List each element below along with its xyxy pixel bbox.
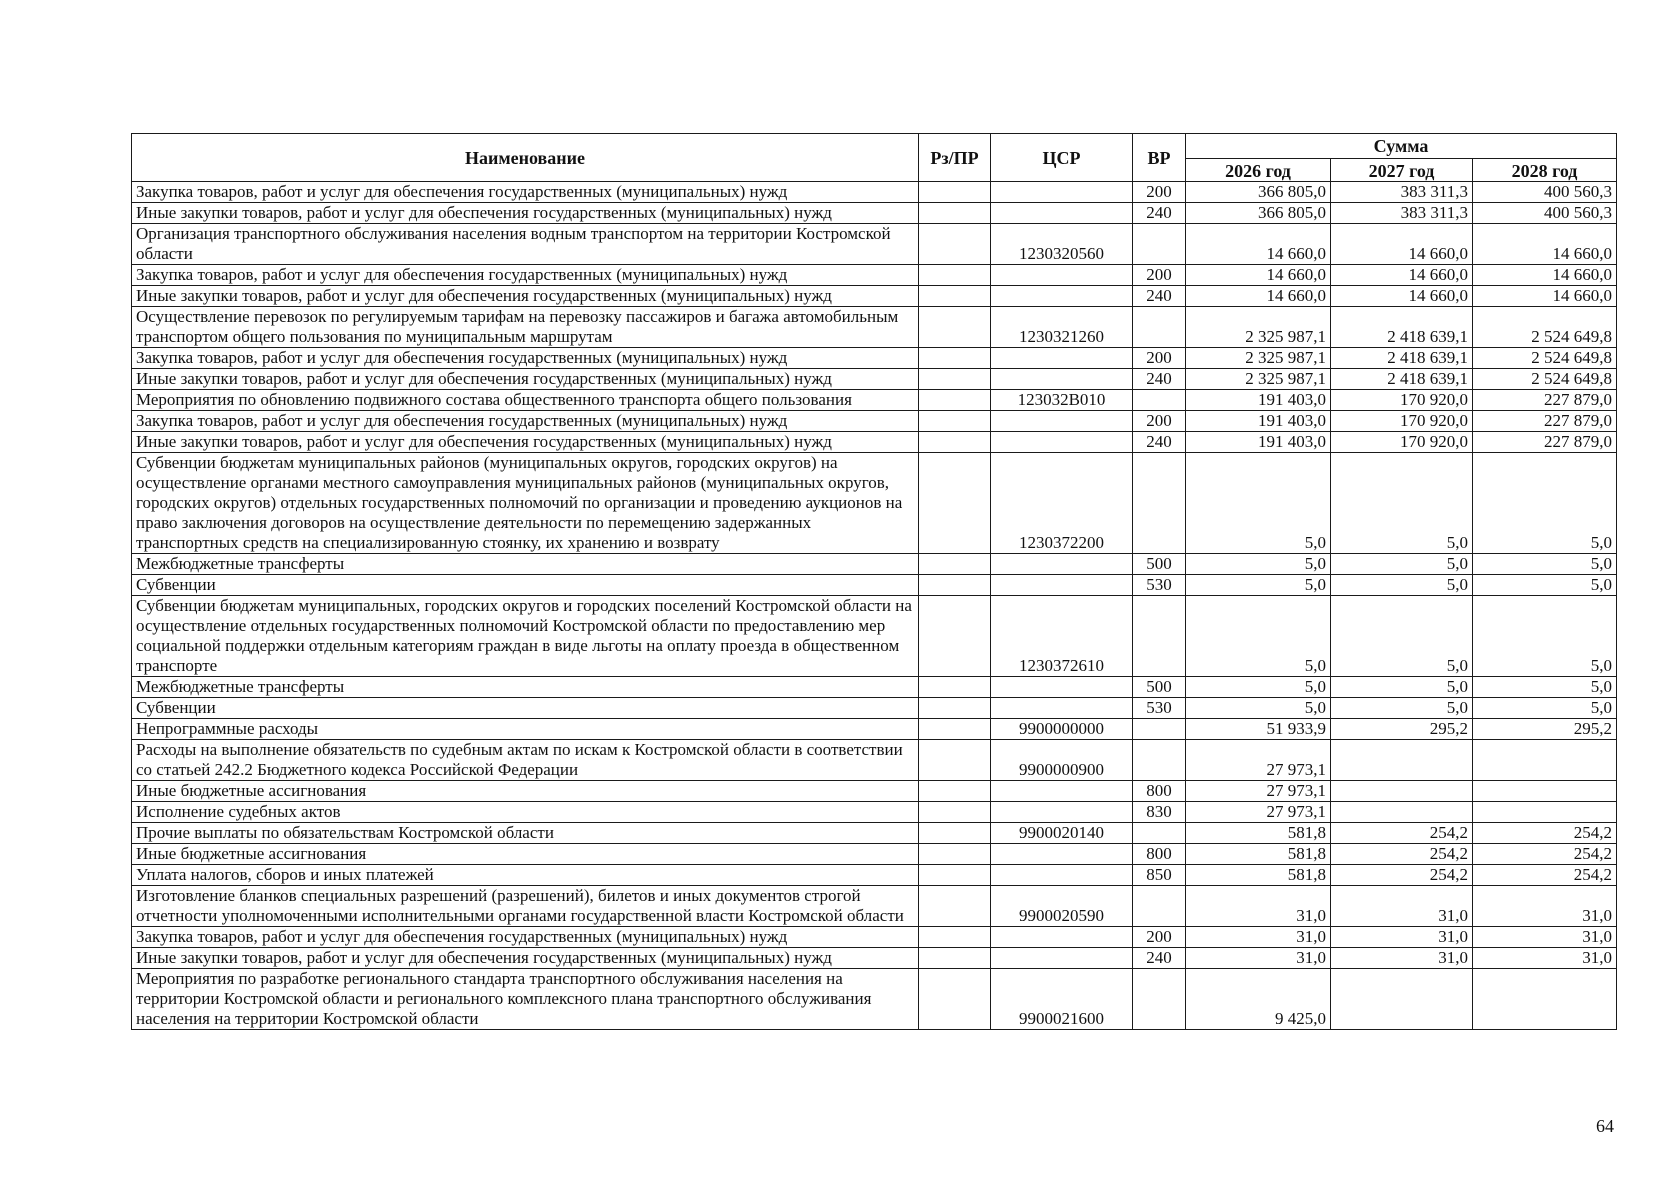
cell-csr bbox=[991, 802, 1133, 823]
cell-2026: 5,0 bbox=[1186, 453, 1331, 554]
cell-2026: 2 325 987,1 bbox=[1186, 307, 1331, 348]
cell-vr: 240 bbox=[1133, 369, 1186, 390]
cell-rzpr bbox=[919, 307, 991, 348]
cell-2028 bbox=[1473, 740, 1617, 781]
table-row bbox=[132, 307, 1617, 348]
table-body bbox=[132, 182, 1617, 1030]
cell-2028: 254,2 bbox=[1473, 823, 1617, 844]
cell-name: Иные закупки товаров, работ и услуг для обеспечения государственных (муниципальных) нужд bbox=[132, 369, 919, 390]
cell-2028: 14 660,0 bbox=[1473, 286, 1617, 307]
cell-2028: 254,2 bbox=[1473, 865, 1617, 886]
cell-csr bbox=[991, 203, 1133, 224]
cell-vr bbox=[1133, 390, 1186, 411]
cell-2027: 5,0 bbox=[1331, 596, 1473, 677]
cell-vr bbox=[1133, 719, 1186, 740]
cell-2028: 5,0 bbox=[1473, 677, 1617, 698]
table-row bbox=[132, 265, 1617, 286]
cell-2027: 170 920,0 bbox=[1331, 432, 1473, 453]
cell-2028: 2 524 649,8 bbox=[1473, 369, 1617, 390]
cell-vr: 200 bbox=[1133, 348, 1186, 369]
table-row bbox=[132, 411, 1617, 432]
cell-2026: 51 933,9 bbox=[1186, 719, 1331, 740]
cell-2028: 254,2 bbox=[1473, 844, 1617, 865]
cell-csr: 1230320560 bbox=[991, 224, 1133, 265]
cell-csr: 9900020590 bbox=[991, 886, 1133, 927]
cell-2027 bbox=[1331, 969, 1473, 1030]
cell-rzpr bbox=[919, 432, 991, 453]
cell-name: Иные закупки товаров, работ и услуг для обеспечения государственных (муниципальных) нужд bbox=[132, 948, 919, 969]
cell-rzpr bbox=[919, 182, 991, 203]
cell-name: Закупка товаров, работ и услуг для обеспечения государственных (муниципальных) нужд bbox=[132, 182, 919, 203]
cell-2026: 191 403,0 bbox=[1186, 411, 1331, 432]
cell-2026: 31,0 bbox=[1186, 927, 1331, 948]
cell-2027: 31,0 bbox=[1331, 927, 1473, 948]
cell-vr bbox=[1133, 224, 1186, 265]
cell-2026: 5,0 bbox=[1186, 596, 1331, 677]
table-row bbox=[132, 369, 1617, 390]
cell-name: Субвенции бюджетам муниципальных, городских округов и городских поселений Костромской области на осуществление отдельных государственных полномочий Костромской области по предоставлению мер социальной поддержки отдельным категориям граждан в виде льготы на оплату проезда в общественном транспорте bbox=[132, 596, 919, 677]
cell-rzpr bbox=[919, 411, 991, 432]
cell-2026: 14 660,0 bbox=[1186, 224, 1331, 265]
cell-csr bbox=[991, 411, 1133, 432]
cell-name: Осуществление перевозок по регулируемым тарифам на перевозку пассажиров и багажа автомобильным транспортом общего пользования по муниципальным маршрутам bbox=[132, 307, 919, 348]
cell-name: Иные закупки товаров, работ и услуг для обеспечения государственных (муниципальных) нужд bbox=[132, 286, 919, 307]
cell-2028 bbox=[1473, 969, 1617, 1030]
cell-vr bbox=[1133, 823, 1186, 844]
header-rzpr: Рз/ПР bbox=[919, 134, 991, 182]
cell-2026: 2 325 987,1 bbox=[1186, 369, 1331, 390]
cell-vr bbox=[1133, 596, 1186, 677]
header-year-2026: 2026 год bbox=[1186, 159, 1331, 182]
cell-vr: 200 bbox=[1133, 265, 1186, 286]
cell-rzpr bbox=[919, 575, 991, 596]
cell-name: Иные бюджетные ассигнования bbox=[132, 781, 919, 802]
cell-csr bbox=[991, 865, 1133, 886]
table-row bbox=[132, 886, 1617, 927]
table-row bbox=[132, 844, 1617, 865]
cell-2026: 366 805,0 bbox=[1186, 182, 1331, 203]
cell-2027: 14 660,0 bbox=[1331, 265, 1473, 286]
cell-2028: 295,2 bbox=[1473, 719, 1617, 740]
cell-2027: 2 418 639,1 bbox=[1331, 369, 1473, 390]
cell-2028: 14 660,0 bbox=[1473, 224, 1617, 265]
cell-name: Иные бюджетные ассигнования bbox=[132, 844, 919, 865]
cell-2028: 31,0 bbox=[1473, 886, 1617, 927]
cell-2027: 5,0 bbox=[1331, 677, 1473, 698]
table-row bbox=[132, 596, 1617, 677]
cell-rzpr bbox=[919, 224, 991, 265]
cell-csr: 123032B010 bbox=[991, 390, 1133, 411]
cell-csr bbox=[991, 432, 1133, 453]
cell-rzpr bbox=[919, 596, 991, 677]
header-csr: ЦСР bbox=[991, 134, 1133, 182]
cell-name: Субвенции bbox=[132, 575, 919, 596]
cell-name: Закупка товаров, работ и услуг для обеспечения государственных (муниципальных) нужд bbox=[132, 411, 919, 432]
cell-rzpr bbox=[919, 554, 991, 575]
cell-2027: 14 660,0 bbox=[1331, 224, 1473, 265]
cell-csr bbox=[991, 286, 1133, 307]
header-name: Наименование bbox=[132, 134, 919, 182]
cell-2027: 2 418 639,1 bbox=[1331, 348, 1473, 369]
cell-rzpr bbox=[919, 390, 991, 411]
cell-name: Мероприятия по обновлению подвижного состава общественного транспорта общего пользования bbox=[132, 390, 919, 411]
cell-vr bbox=[1133, 886, 1186, 927]
cell-2026: 31,0 bbox=[1186, 886, 1331, 927]
cell-2028 bbox=[1473, 802, 1617, 823]
cell-2028: 400 560,3 bbox=[1473, 203, 1617, 224]
cell-2028: 31,0 bbox=[1473, 927, 1617, 948]
cell-name: Межбюджетные трансферты bbox=[132, 677, 919, 698]
cell-name: Закупка товаров, работ и услуг для обеспечения государственных (муниципальных) нужд bbox=[132, 348, 919, 369]
cell-2026: 14 660,0 bbox=[1186, 286, 1331, 307]
cell-name: Иные закупки товаров, работ и услуг для обеспечения государственных (муниципальных) нужд bbox=[132, 203, 919, 224]
table-row bbox=[132, 865, 1617, 886]
cell-name: Межбюджетные трансферты bbox=[132, 554, 919, 575]
cell-2027: 383 311,3 bbox=[1331, 182, 1473, 203]
cell-csr: 9900020140 bbox=[991, 823, 1133, 844]
cell-csr bbox=[991, 265, 1133, 286]
cell-2028: 5,0 bbox=[1473, 596, 1617, 677]
cell-csr bbox=[991, 927, 1133, 948]
table-row bbox=[132, 740, 1617, 781]
cell-2027: 170 920,0 bbox=[1331, 390, 1473, 411]
cell-csr bbox=[991, 948, 1133, 969]
cell-2027: 5,0 bbox=[1331, 698, 1473, 719]
cell-csr: 1230372610 bbox=[991, 596, 1133, 677]
table-row bbox=[132, 719, 1617, 740]
cell-csr bbox=[991, 781, 1133, 802]
cell-rzpr bbox=[919, 203, 991, 224]
cell-name: Субвенции бюджетам муниципальных районов (муниципальных округов, городских округов) на осуществление органами местного самоуправления муниципальных районов (муниципальных округов, городских округов) отдельных государственных полномочий по организации и проведению аукционов на право заключения договоров на осуществление деятельности по перемещению задержанных транспортных средств на специализированную стоянку, их хранению и возврату bbox=[132, 453, 919, 554]
cell-2028: 2 524 649,8 bbox=[1473, 348, 1617, 369]
cell-2027: 254,2 bbox=[1331, 844, 1473, 865]
cell-2028: 5,0 bbox=[1473, 453, 1617, 554]
cell-csr: 9900021600 bbox=[991, 969, 1133, 1030]
header-vr: ВР bbox=[1133, 134, 1186, 182]
cell-vr: 240 bbox=[1133, 948, 1186, 969]
cell-2028 bbox=[1473, 781, 1617, 802]
cell-2027: 31,0 bbox=[1331, 948, 1473, 969]
cell-2028: 227 879,0 bbox=[1473, 432, 1617, 453]
cell-2027: 14 660,0 bbox=[1331, 286, 1473, 307]
cell-csr bbox=[991, 554, 1133, 575]
cell-name: Расходы на выполнение обязательств по судебным актам по искам к Костромской области в соответствии со статьей 242.2 Бюджетного кодекса Российской Федерации bbox=[132, 740, 919, 781]
table-row bbox=[132, 224, 1617, 265]
cell-csr bbox=[991, 698, 1133, 719]
cell-vr: 500 bbox=[1133, 677, 1186, 698]
cell-name: Уплата налогов, сборов и иных платежей bbox=[132, 865, 919, 886]
cell-2026: 27 973,1 bbox=[1186, 740, 1331, 781]
cell-rzpr bbox=[919, 453, 991, 554]
cell-rzpr bbox=[919, 865, 991, 886]
cell-2028: 31,0 bbox=[1473, 948, 1617, 969]
cell-vr: 530 bbox=[1133, 698, 1186, 719]
table-row bbox=[132, 453, 1617, 554]
cell-rzpr bbox=[919, 265, 991, 286]
cell-rzpr bbox=[919, 369, 991, 390]
cell-vr: 850 bbox=[1133, 865, 1186, 886]
table-row bbox=[132, 698, 1617, 719]
cell-csr: 1230321260 bbox=[991, 307, 1133, 348]
cell-vr: 240 bbox=[1133, 203, 1186, 224]
cell-vr: 830 bbox=[1133, 802, 1186, 823]
cell-2026: 9 425,0 bbox=[1186, 969, 1331, 1030]
cell-vr: 800 bbox=[1133, 844, 1186, 865]
cell-vr bbox=[1133, 740, 1186, 781]
cell-2027: 295,2 bbox=[1331, 719, 1473, 740]
cell-name: Мероприятия по разработке регионального стандарта транспортного обслуживания населения на территории Костромской области и регионального комплексного плана транспортного обслуживания населения на территории Костромской области bbox=[132, 969, 919, 1030]
cell-2026: 14 660,0 bbox=[1186, 265, 1331, 286]
budget-table bbox=[131, 133, 1617, 1030]
cell-rzpr bbox=[919, 969, 991, 1030]
cell-2026: 27 973,1 bbox=[1186, 802, 1331, 823]
cell-2027: 2 418 639,1 bbox=[1331, 307, 1473, 348]
cell-rzpr bbox=[919, 844, 991, 865]
cell-2028: 400 560,3 bbox=[1473, 182, 1617, 203]
cell-2027: 254,2 bbox=[1331, 865, 1473, 886]
cell-vr: 200 bbox=[1133, 182, 1186, 203]
cell-2026: 366 805,0 bbox=[1186, 203, 1331, 224]
cell-name: Прочие выплаты по обязательствам Костромской области bbox=[132, 823, 919, 844]
cell-rzpr bbox=[919, 698, 991, 719]
cell-vr: 240 bbox=[1133, 432, 1186, 453]
table-row bbox=[132, 969, 1617, 1030]
cell-rzpr bbox=[919, 948, 991, 969]
cell-rzpr bbox=[919, 802, 991, 823]
cell-2028: 227 879,0 bbox=[1473, 390, 1617, 411]
header-year-2028: 2028 год bbox=[1473, 159, 1617, 182]
cell-csr: 9900000900 bbox=[991, 740, 1133, 781]
table-row bbox=[132, 927, 1617, 948]
cell-2026: 27 973,1 bbox=[1186, 781, 1331, 802]
cell-rzpr bbox=[919, 677, 991, 698]
cell-name: Непрограммные расходы bbox=[132, 719, 919, 740]
cell-name: Субвенции bbox=[132, 698, 919, 719]
cell-2027: 5,0 bbox=[1331, 575, 1473, 596]
table-row bbox=[132, 802, 1617, 823]
cell-name: Иные закупки товаров, работ и услуг для обеспечения государственных (муниципальных) нужд bbox=[132, 432, 919, 453]
table-row bbox=[132, 286, 1617, 307]
table-row bbox=[132, 432, 1617, 453]
cell-csr bbox=[991, 182, 1133, 203]
cell-vr: 200 bbox=[1133, 411, 1186, 432]
cell-vr bbox=[1133, 969, 1186, 1030]
table-row bbox=[132, 390, 1617, 411]
cell-2026: 191 403,0 bbox=[1186, 432, 1331, 453]
cell-rzpr bbox=[919, 927, 991, 948]
table-row bbox=[132, 677, 1617, 698]
cell-rzpr bbox=[919, 348, 991, 369]
cell-vr: 500 bbox=[1133, 554, 1186, 575]
cell-2028: 5,0 bbox=[1473, 575, 1617, 596]
table-row bbox=[132, 348, 1617, 369]
cell-csr: 9900000000 bbox=[991, 719, 1133, 740]
cell-2026: 581,8 bbox=[1186, 865, 1331, 886]
cell-vr bbox=[1133, 453, 1186, 554]
cell-2026: 31,0 bbox=[1186, 948, 1331, 969]
cell-csr: 1230372200 bbox=[991, 453, 1133, 554]
cell-csr bbox=[991, 677, 1133, 698]
cell-name: Закупка товаров, работ и услуг для обеспечения государственных (муниципальных) нужд bbox=[132, 927, 919, 948]
cell-csr bbox=[991, 369, 1133, 390]
cell-2028: 5,0 bbox=[1473, 554, 1617, 575]
cell-name: Исполнение судебных актов bbox=[132, 802, 919, 823]
table-row bbox=[132, 823, 1617, 844]
cell-2026: 5,0 bbox=[1186, 677, 1331, 698]
cell-rzpr bbox=[919, 781, 991, 802]
cell-vr: 530 bbox=[1133, 575, 1186, 596]
table-row bbox=[132, 781, 1617, 802]
cell-2027: 31,0 bbox=[1331, 886, 1473, 927]
cell-csr bbox=[991, 575, 1133, 596]
cell-2026: 5,0 bbox=[1186, 554, 1331, 575]
cell-vr: 200 bbox=[1133, 927, 1186, 948]
cell-rzpr bbox=[919, 286, 991, 307]
cell-rzpr bbox=[919, 823, 991, 844]
cell-2027: 254,2 bbox=[1331, 823, 1473, 844]
cell-2026: 5,0 bbox=[1186, 575, 1331, 596]
cell-2028: 2 524 649,8 bbox=[1473, 307, 1617, 348]
budget-table-container bbox=[131, 133, 1616, 1030]
cell-2026: 2 325 987,1 bbox=[1186, 348, 1331, 369]
cell-csr bbox=[991, 844, 1133, 865]
cell-2026: 581,8 bbox=[1186, 823, 1331, 844]
cell-2027 bbox=[1331, 740, 1473, 781]
table-row bbox=[132, 182, 1617, 203]
table-row bbox=[132, 203, 1617, 224]
cell-2027: 170 920,0 bbox=[1331, 411, 1473, 432]
cell-csr bbox=[991, 348, 1133, 369]
cell-name: Организация транспортного обслуживания населения водным транспортом на территории Костромской области bbox=[132, 224, 919, 265]
cell-rzpr bbox=[919, 719, 991, 740]
header-year-2027: 2027 год bbox=[1331, 159, 1473, 182]
cell-2027: 383 311,3 bbox=[1331, 203, 1473, 224]
page-number: 64 bbox=[1596, 1116, 1614, 1136]
cell-2026: 581,8 bbox=[1186, 844, 1331, 865]
cell-2026: 5,0 bbox=[1186, 698, 1331, 719]
cell-vr: 800 bbox=[1133, 781, 1186, 802]
cell-vr bbox=[1133, 307, 1186, 348]
cell-2028: 14 660,0 bbox=[1473, 265, 1617, 286]
cell-2027 bbox=[1331, 802, 1473, 823]
cell-vr: 240 bbox=[1133, 286, 1186, 307]
cell-2026: 191 403,0 bbox=[1186, 390, 1331, 411]
table-row bbox=[132, 948, 1617, 969]
table-row bbox=[132, 554, 1617, 575]
table-header bbox=[132, 134, 1617, 182]
header-sum: Сумма bbox=[1186, 134, 1617, 159]
cell-2028: 227 879,0 bbox=[1473, 411, 1617, 432]
cell-2028: 5,0 bbox=[1473, 698, 1617, 719]
cell-name: Изготовление бланков специальных разрешений (разрешений), билетов и иных документов строгой отчетности уполномоченными исполнительными органами государственной власти Костромской области bbox=[132, 886, 919, 927]
cell-2027: 5,0 bbox=[1331, 554, 1473, 575]
cell-name: Закупка товаров, работ и услуг для обеспечения государственных (муниципальных) нужд bbox=[132, 265, 919, 286]
cell-rzpr bbox=[919, 886, 991, 927]
table-row bbox=[132, 575, 1617, 596]
cell-2027 bbox=[1331, 781, 1473, 802]
cell-rzpr bbox=[919, 740, 991, 781]
cell-2027: 5,0 bbox=[1331, 453, 1473, 554]
